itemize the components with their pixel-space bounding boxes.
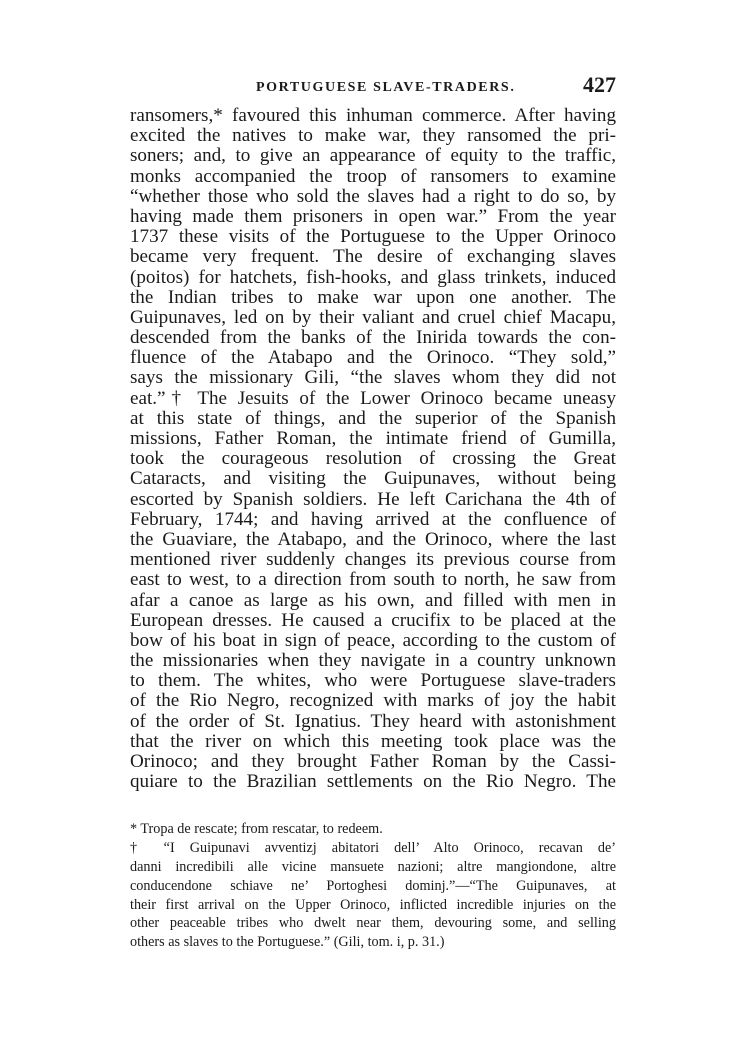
body-line: escorted by Spanish soldiers. He left Carichana the 4th of [130,488,616,510]
body-line: Orinoco; and they brought Father Roman by the Cassi- [130,751,616,772]
body-line: ransomers,* favoured this inhuman commerce. After having [130,105,616,126]
running-title: PORTUGUESE SLAVE-TRADERS. [256,80,516,95]
body-line: the Guaviare, the Atabapo, and the Orinoco, where the last [130,528,616,550]
footnote-line: † “I Guipunavi avventizj abitatori dell’ Alto Orinoco, recavan de’ [130,839,616,856]
body-line: Guipunaves, led on by their valiant and cruel chief Macapu, [130,306,616,328]
body-line: (poitos) for hatchets, fish-hooks, and glass trinkets, induced [130,266,616,288]
body-line: east to west, to a direction from south to north, he saw from [130,569,616,591]
body-line: eat.”† The Jesuits of the Lower Orinoco became uneasy [130,387,616,409]
body-line: Cataracts, and visiting the Guipunaves, without being [130,468,616,490]
body-line: took the courageous resolution of crossing the Great [130,448,616,470]
body-line: became very frequent. The desire of exchanging slaves [130,246,616,268]
footnote-line: others as slaves to the Portuguese.” (Gili, tom. i, p. 31.) [130,934,445,951]
body-line: monks accompanied the troop of ransomers to examine [130,165,616,187]
body-line: excited the natives to make war, they ransomed the pri- [130,125,616,147]
body-line: descended from the banks of the Inirida towards the con- [130,327,616,349]
footnote-line: other peaceable tribes who dwelt near them, devouring some, and selling [130,915,616,932]
body-line: European dresses. He caused a crucifix to be placed at the [130,609,616,631]
footnotes [130,820,616,952]
body-line: having made them prisoners in open war.” From the year [130,205,616,227]
body-line: of the Rio Negro, recognized with marks of joy the habit [130,690,616,712]
footnote-line: * Tropa de rescate; from rescatar, to redeem. [130,821,383,837]
footnote-line: their first arrival on the Upper Orinoco, inflicted incredible injuries on the [130,896,616,913]
body-line: bow of his boat in sign of peace, according to the custom of [130,629,616,651]
body-line: missions, Father Roman, the intimate friend of Gumilla, [130,428,616,449]
body-line: fluence of the Atabapo and the Orinoco. “They sold,” [130,347,616,369]
body-line: February, 1744; and having arrived at the confluence of [130,508,616,530]
footnote-line: danni incredibili alle vicine mansuete nazioni; altre mangiondone, altre [130,858,616,875]
body-line: the missionaries when they navigate in a country unknown [130,650,616,672]
body-line: soners; and, to give an appearance of equity to the traffic, [130,145,616,167]
body-text [130,106,616,792]
body-line: quiare to the Brazilian settlements on the Rio Negro. The [130,771,616,793]
page-number: 427 [583,72,616,97]
body-line: afar a canoe as large as his own, and filled with men in [130,589,616,611]
body-line: “whether those who sold the slaves had a right to do so, by [130,185,616,207]
running-head [130,72,616,102]
body-line: the Indian tribes to make war upon one another. The [130,286,616,308]
body-line: mentioned river suddenly changes its previous course from [130,549,616,571]
body-line: says the missionary Gili, “the slaves whom they did not [130,367,616,389]
body-line: at this state of things, and the superior of the Spanish [130,407,616,429]
body-line: of the order of St. Ignatius. They heard with astonishment [130,710,616,732]
footnote-line: conducendone schiave ne’ Portoghesi dominj.”—“The Guipunaves, at [130,877,616,894]
body-line: that the river on which this meeting took place was the [130,730,616,752]
body-line: to them. The whites, who were Portuguese slave-traders [130,670,616,692]
body-line: 1737 these visits of the Portuguese to the Upper Orinoco [130,226,616,248]
